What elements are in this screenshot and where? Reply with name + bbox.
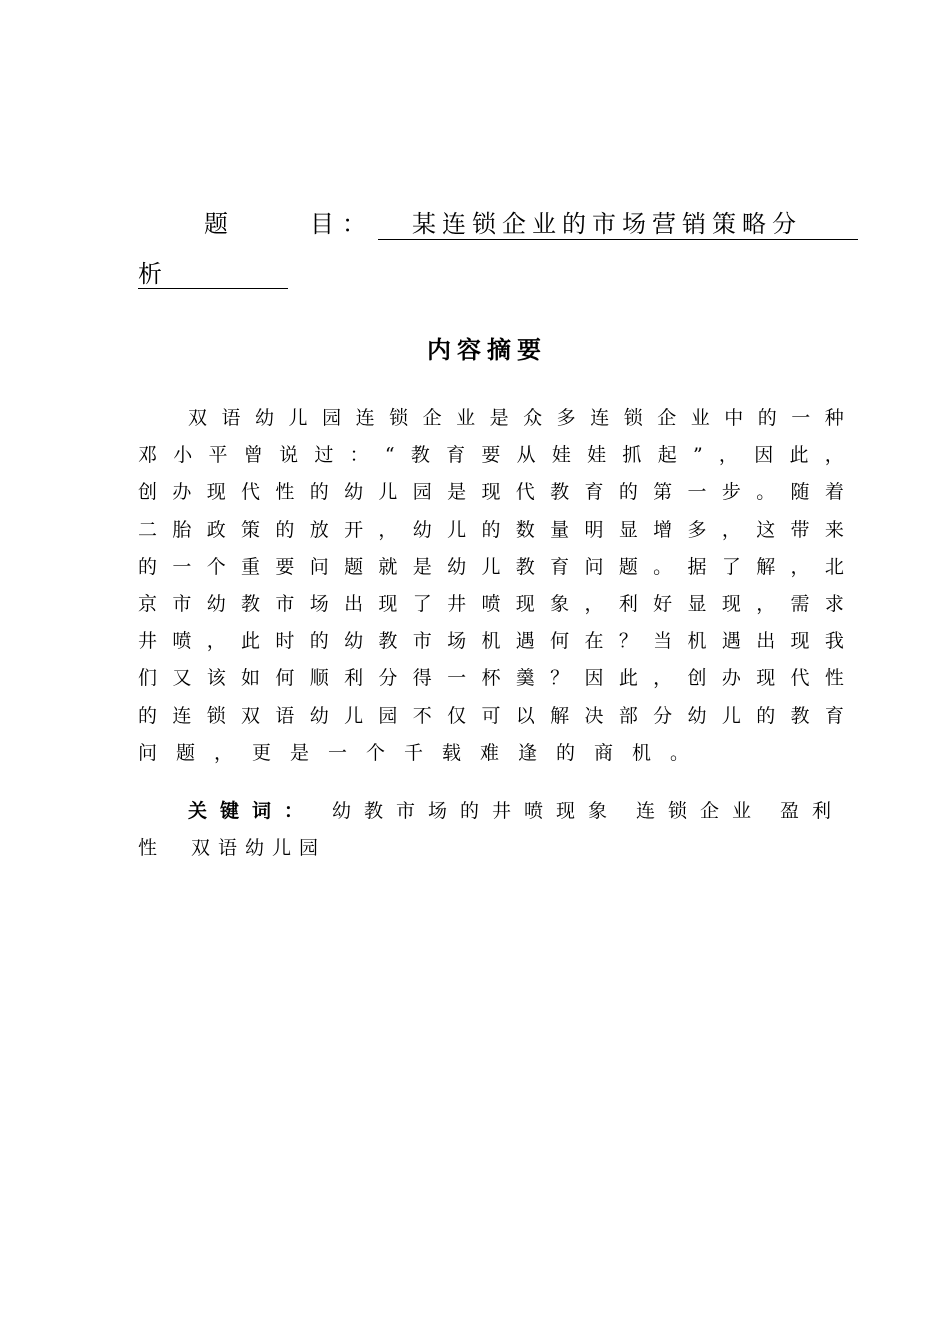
abstract-line: 问题，更是一个千载难逢的商机。 (138, 741, 709, 764)
title-line (138, 204, 858, 244)
abstract-line: 的 连 锁 双 语 幼 儿 园 不 仅 可 以 解 决 部 分 幼 儿 的 教 育 (138, 704, 844, 727)
abstract-body (138, 400, 844, 772)
keywords-line (138, 793, 844, 830)
title-block (138, 204, 858, 288)
abstract-line: 创 办 现 代 性 的 幼 儿 园 是 现 代 教 育 的 第 一 步 。 随 着 (138, 481, 844, 504)
abstract-line: 的 一 个 重 要 问 题 就 是 幼 儿 教 育 问 题 。 据 了 解 ， 北 (138, 555, 844, 578)
title-text: 某连锁企业的市场营销策略分 (378, 204, 858, 240)
abstract-line: 二 胎 政 策 的 放 开 ， 幼 儿 的 数 量 明 显 增 多 ， 这 带 来 (138, 518, 844, 541)
title-label-ti: 题 (204, 210, 228, 238)
abstract-line: 们 又 该 如 何 顺 利 分 得 一 杯 羹 ？ 因 此 ， 创 办 现 代 性 (138, 667, 844, 690)
title-label-mu: 目 (310, 210, 334, 238)
keyword-item: 双语幼儿园 (191, 837, 327, 859)
abstract-line: 双 语 幼 儿 园 连 锁 企 业 是 众 多 连 锁 企 业 中 的 一 种 (188, 407, 844, 429)
title-text-continued: 析 (138, 254, 288, 289)
keyword-item: 盈利 (779, 800, 844, 822)
title-label-colon: ： (342, 210, 366, 238)
keywords-label: 关键词： (188, 800, 317, 822)
keyword-item: 连锁企业 (635, 800, 764, 822)
abstract-line: 井 喷 ， 此 时 的 幼 教 市 场 机 遇 何 在 ？ 当 机 遇 出 现 我 (138, 630, 844, 653)
keyword-item: 幼教市场的井喷现象 (331, 800, 620, 822)
abstract-line: 京 市 幼 教 市 场 出 现 了 井 喷 现 象 ， 利 好 显 现 ， 需 求 (138, 592, 844, 615)
keywords-block (138, 793, 844, 867)
keywords-line (138, 830, 844, 867)
abstract-heading: 内容摘要 (427, 336, 547, 364)
abstract-line: 邓 小 平 曾 说 过 ： “ 教 育 要 从 娃 娃 抓 起 ” ， 因 此 ， (138, 444, 844, 467)
keyword-item-tail: 性 (138, 837, 166, 859)
